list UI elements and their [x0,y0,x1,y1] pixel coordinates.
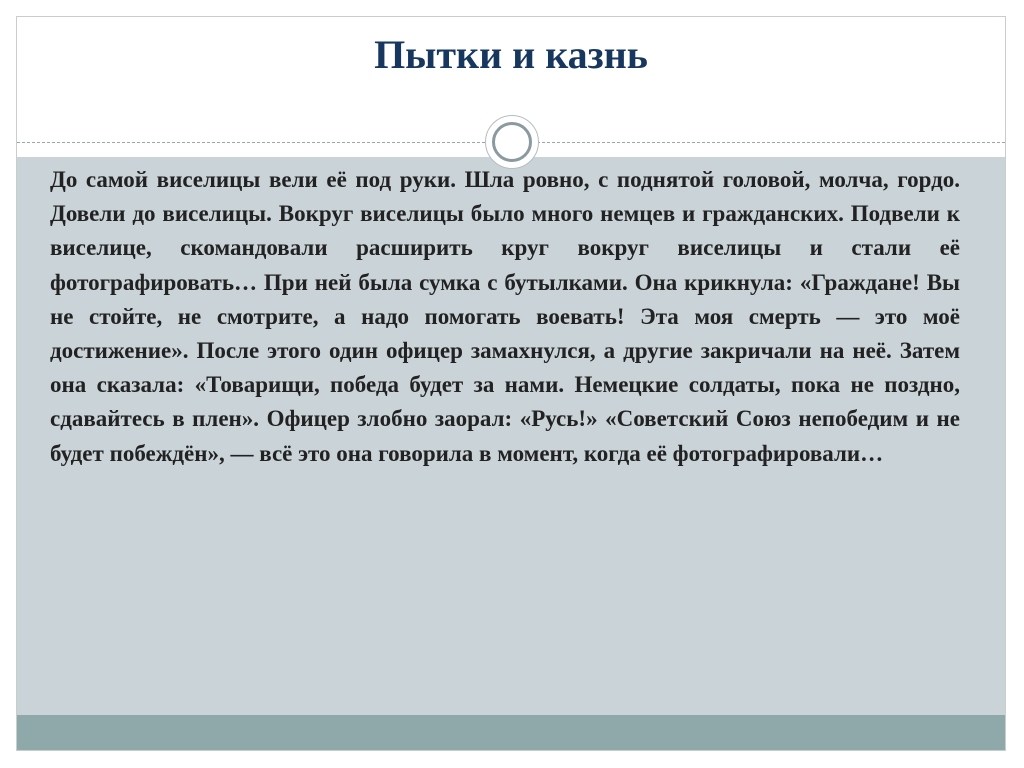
slide-body-text: До самой виселицы вели её под руки. Шла ровно, с поднятой головой, молча, гордо. Довели до виселицы. Вокруг виселицы было много немцев и гражданских. Подвели к виселице, скомандовали расширить круг вокруг виселицы и стали её фотографировать… При ней была сумка с бутылками. Она крикнула: «Граждане! Вы не стойте, не смотрите, а надо помогать воевать! Эта моя смерть — это моё достижение». После этого один офицер замахнулся, а другие закричали на неё. Затем она сказала: «Товарищи, победа будет за нами. Немецкие солдаты, пока не поздно, сдавайтесь в плен». Офицер злобно заорал: «Русь!» «Советский Союз непобедим и не будет побеждён», — всё это она говорила в момент, когда её фотографировали… [50,167,960,466]
footer-band [17,715,1005,751]
slide-title: Пытки и казнь [374,32,648,77]
circle-ornament-icon [485,115,539,169]
ornament-ring [492,122,532,162]
